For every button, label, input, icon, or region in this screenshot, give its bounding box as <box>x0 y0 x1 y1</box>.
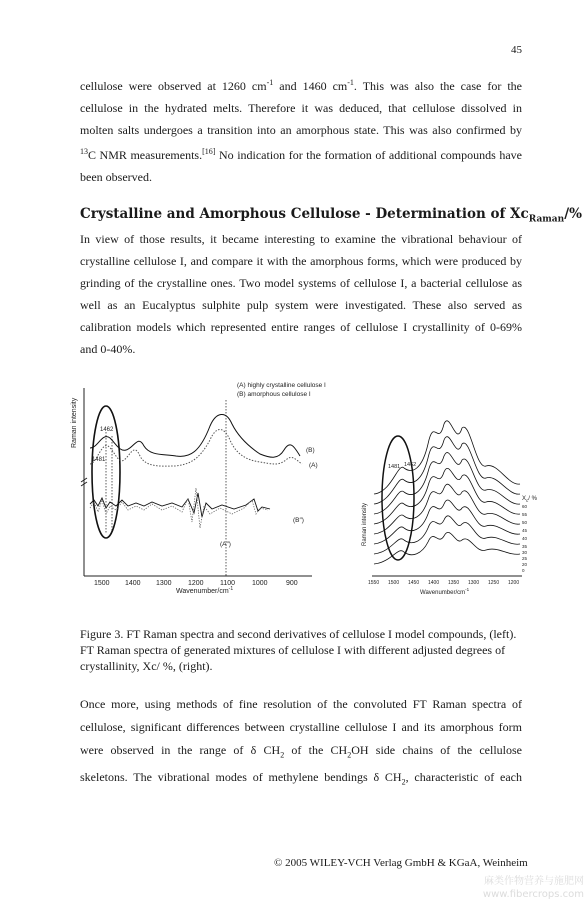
para1-line1: cellulose were observed at 1260 $cm^{-1}$ and 1460 $cm^{-1}$. This was also the case for the <box>80 78 522 93</box>
x-tick: 1450 <box>408 580 420 586</box>
x-tick: 1300 <box>156 580 172 587</box>
x-axis-label: Wavenumber/$cm^{-1}$ <box>176 586 234 595</box>
xc-value: 50 <box>522 520 528 525</box>
spectrum-a <box>90 430 302 467</box>
spectrum-line <box>374 516 520 554</box>
peak-label-1462: 1462 <box>404 462 417 468</box>
peak-label-1481: 1481 <box>388 464 401 470</box>
x-tick: 1400 <box>125 580 141 587</box>
para2-line: grinding of the crystalline ones. Two model systems of cellulose I, a bacterial cellulose as <box>80 276 522 290</box>
xc-value: 40 <box>522 536 528 541</box>
xc-value: 35 <box>522 544 528 549</box>
x-tick: 900 <box>286 580 298 587</box>
para2-line: In view of those results, it became interesting to examine the vibrational behaviour of <box>80 232 522 246</box>
paragraph-3 <box>80 693 522 794</box>
peak-label-1462: 1462 <box>100 427 114 433</box>
para3-line4: skeletons. The vibrational modes of methylene bendings δ $CH_2$, characteristic of each <box>80 770 522 787</box>
spectrum-line <box>374 421 520 494</box>
xc-legend <box>522 504 528 573</box>
x-axis-label: Wavenumber/$cm^{-1}$ <box>420 587 470 596</box>
paragraph-1 <box>80 72 522 188</box>
x-tick: 1000 <box>252 580 268 587</box>
para2-line: crystalline cellulose I, and compare it with the amorphous forms, which were produced by <box>80 254 522 268</box>
spectrum-line <box>374 484 520 534</box>
highlight-ellipse <box>382 436 417 560</box>
spectrum-line <box>374 453 520 514</box>
xc-value: 30 <box>522 550 528 555</box>
para2-line: and 0-40%. <box>80 342 136 356</box>
x-tick: 1500 <box>94 580 110 587</box>
curve-label-b: (B) <box>306 447 315 454</box>
x-tick: 1250 <box>488 580 500 586</box>
para2-line: calibration models which represented entire ranges of cellulose I crystallinity of 0-69% <box>80 320 522 334</box>
x-tick: 1550 <box>368 580 380 586</box>
para2-line: well as an Eucalyptus sulphite pulp system were investigated. These also served as <box>80 298 522 312</box>
para3-line1: Once more, using methods of fine resolution of the convoluted FT Raman spectra of <box>80 697 522 711</box>
x-tick: 1200 <box>188 580 204 587</box>
x-ticks <box>94 580 298 587</box>
xc-value: 20 <box>522 562 528 567</box>
watermark-url: www.fibercrops.com <box>482 889 584 900</box>
watermark <box>483 875 584 901</box>
xc-value: 60 <box>522 504 528 509</box>
spectrum-line <box>374 500 520 544</box>
figure-right <box>352 396 536 600</box>
spectra-stack <box>374 421 520 564</box>
caption-line: FT Raman spectra of generated mixtures of cellulose I with different adjusted degrees of <box>80 643 506 657</box>
para1-line4: $^{13}$C NMR measurements.[16] No indication for the formation of additional compounds have <box>80 147 522 162</box>
peak-label-1481: 1481 <box>92 457 106 463</box>
curve-label-a2: (A″) <box>220 541 231 548</box>
para1-line5: been observed. <box>80 170 152 184</box>
page-number: 45 <box>511 44 522 56</box>
curve-label-b2: (B″) <box>293 517 304 524</box>
spectrum-b <box>90 414 300 457</box>
watermark-line: 麻类作物营养与施肥网 <box>484 876 584 887</box>
x-tick: 1200 <box>508 580 520 586</box>
para1-line3: molten salts undergoes a transition into an amorphous state. This was also confirmed by <box>80 123 522 137</box>
section-heading: Crystalline and Amorphous Cellulose - Determination of $Xc_{Raman}/\%$ <box>80 206 582 225</box>
x-tick: 1100 <box>220 580 236 587</box>
y-axis-label: Raman intensity <box>362 502 368 546</box>
x-tick: 1300 <box>468 580 480 586</box>
xc-value: 55 <box>522 512 528 517</box>
figure-caption <box>80 626 522 674</box>
legend-b: (B) amorphous cellulose I <box>237 391 311 398</box>
caption-line: Figure 3. FT Raman spectra and second derivatives of cellulose I model compounds, (left). <box>80 627 517 641</box>
x-tick: 1400 <box>428 580 440 586</box>
para1-line2: cellulose in the hydrated melts. Therefore it was deduced, that cellulose dissolved in <box>80 101 522 115</box>
para3-line2: cellulose, significant differences between crystalline cellulose I and its amorphous form <box>80 720 522 734</box>
copyright-footer: © 2005 WILEY-VCH Verlag GmbH & KGaA, Weinheim <box>274 857 528 869</box>
figure-left <box>64 376 326 595</box>
xc-value: 0 <box>522 568 525 573</box>
xc-value: 45 <box>522 528 528 533</box>
para3-line3: were observed in the range of δ $CH_2$ of the $CH_2OH$ side chains of the cellulose <box>80 743 522 760</box>
legend-a: (A) highly crystalline cellulose I <box>237 382 326 389</box>
x-tick: 1350 <box>448 580 460 586</box>
x-ticks <box>368 580 519 586</box>
paragraph-2 <box>80 228 522 360</box>
x-tick: 1500 <box>388 580 400 586</box>
derivative-a2 <box>90 488 268 528</box>
curve-label-a: (A) <box>309 462 318 469</box>
caption-line: crystallinity, Xc/ %, (right). <box>80 659 213 673</box>
y-axis-label: Raman intensity <box>71 397 78 448</box>
xc-legend-title: $X_c/$ % <box>522 496 537 503</box>
xc-value: 25 <box>522 556 528 561</box>
